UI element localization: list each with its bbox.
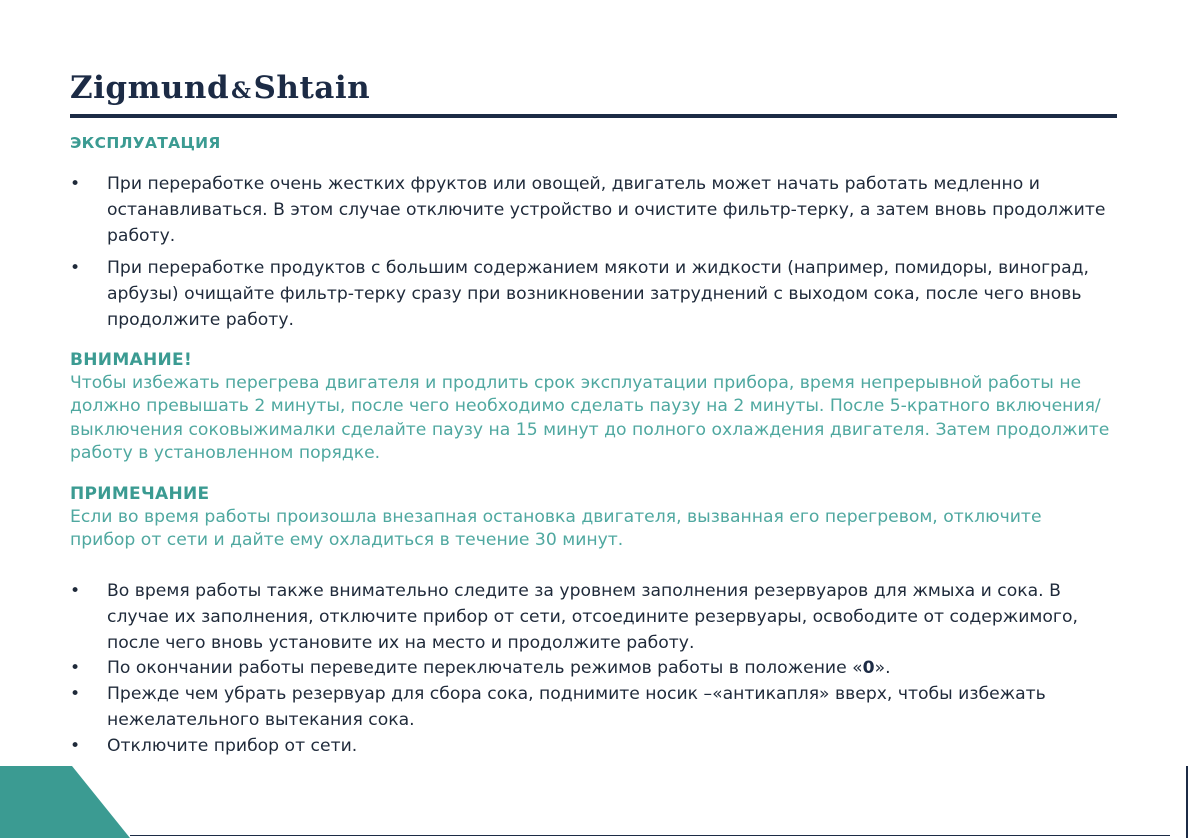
corner-decoration: [0, 766, 130, 838]
note-text: Если во время работы произошла внезапная остановка двигателя, вызванная его перегревом, отключите прибор от сети и дайте ему охладиться в течение 30 минут.: [70, 507, 1042, 551]
warning-block: [70, 349, 1110, 465]
list-item: [70, 656, 1110, 682]
bullet-icon: •: [70, 258, 81, 279]
section-title: ЭКСПЛУАТАЦИЯ: [70, 134, 221, 152]
list-item-text: Отключите прибор от сети.: [107, 735, 358, 756]
bullet-icon: •: [70, 658, 81, 679]
list-item: [70, 579, 1110, 656]
instructions-list: [70, 579, 1110, 760]
mode-zero-value: 0: [862, 658, 875, 679]
list-item: [70, 682, 1110, 734]
list-item: [70, 172, 1110, 249]
list-item-text: При переработке очень жестких фруктов или овощей, двигатель может начать работать медленно и останавливаться. В этом случае отключите устройство и очистите фильтр-терку, а затем вновь продолжите работу.: [107, 174, 1106, 246]
brand-logo: [70, 68, 370, 111]
brand-name-part1: Zigmund: [70, 70, 230, 106]
list-item: [70, 256, 1110, 333]
warning-text: Чтобы избежать перегрева двигателя и продлить срок эксплуатации прибора, время непрерывной работы не должно превышать 2 минуты, после чего необходимо сделать паузу на 2 минуты. После 5-кратного включения/выключения соковыжималки сделайте паузу на 15 минут до полного охлаждения двигателя. Затем продолжите работу в установленном порядке.: [70, 373, 1110, 463]
list-item-text-before: По окончании работы переведите переключатель режимов работы в положение «: [107, 658, 863, 679]
list-item: [70, 734, 1110, 760]
bullet-icon: •: [70, 581, 81, 601]
bullet-icon: •: [70, 684, 81, 705]
list-item-text: Во время работы также внимательно следите за уровнем заполнения резервуаров для жмыха и сока. В случае их заполнения, отключите прибор от сети, отсоедините резервуары, освободите от содержимого, после чего вновь установите их на место и продолжите работу.: [107, 581, 1078, 653]
operation-list: [70, 172, 1110, 334]
footer-divider: [130, 835, 1170, 836]
note-block: [70, 483, 1110, 553]
warning-heading: ВНИМАНИЕ!: [70, 350, 193, 370]
list-item-text-after: ».: [874, 658, 891, 679]
bullet-icon: •: [70, 174, 81, 194]
brand-ampersand: &: [231, 78, 252, 104]
brand-name-part2: Shtain: [253, 70, 371, 106]
list-item-text: Прежде чем убрать резервуар для сбора сока, поднимите носик –«антикапля» вверх, чтобы избежать нежелательного вытекания сока.: [107, 684, 1046, 730]
edge-mark: [1186, 766, 1188, 838]
bullet-icon: •: [70, 735, 81, 756]
list-item-text: При переработке продуктов с большим содержанием мякоти и жидкости (например, помидоры, виноград, арбузы) очищайте фильтр-терку сразу при возникновении затруднений с выходом сока, после чего вновь продолжите работу.: [107, 258, 1089, 330]
note-heading: ПРИМЕЧАНИЕ: [70, 484, 210, 504]
header-divider: [70, 114, 1117, 118]
